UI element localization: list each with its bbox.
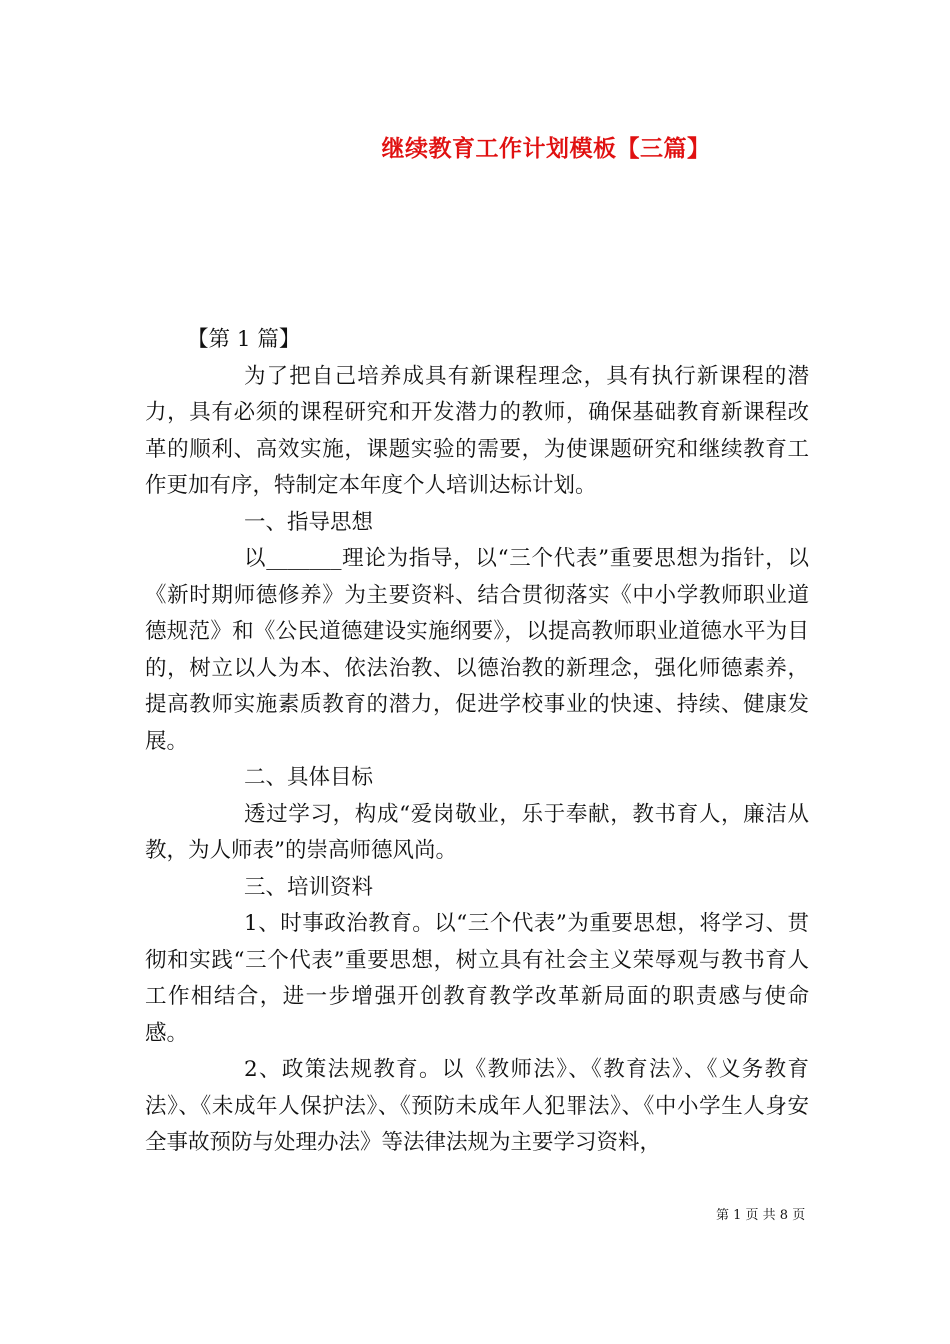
paragraph-guiding-ideology: 以_______理论为指导，以“三个代表”重要思想为指针，以《新时期师德修养》为主要资料、结合贯彻落实《中小学教师职业道德规范》和《公民道德建设实施纲要》，以提高教师职业道德水平为目的，树立以人为本、依法治教、以德治教的新理念，强化师德素养，提高教师实施素质教育的潜力，促进学校事业的快速、持续、健康发展。 <box>145 546 809 754</box>
document-title: 继续教育工作计划模板【三篇】 <box>381 135 711 162</box>
paragraph-specific-goals: 透过学习，构成“爱岗敬业，乐于奉献，教书育人，廉洁从教，为人师表”的崇高师德风尚。 <box>145 801 809 863</box>
heading-training-materials: 三、培训资料 <box>244 874 374 900</box>
paragraph-policy-law: 2、政策法规教育。以《教师法》、《教育法》、《义务教育法》、《未成年人保护法》、《预防未成年人犯罪法》、《中小学生人身安全事故预防与处理办法》等法律法规为主要学习资料， <box>145 1057 809 1155</box>
page-footer: 第 1 页 共 8 页 <box>716 1208 806 1223</box>
heading-guiding-ideology: 一、指导思想 <box>244 509 374 535</box>
intro-paragraph: 为了把自己培养成具有新课程理念，具有执行新课程的潜力，具有必须的课程研究和开发潜力的教师，确保基础教育新课程改革的顺利、高效实施，课题实验的需要，为使课题研究和继续教育工作更加有序，特制定本年度个人培训达标计划。 <box>145 363 809 498</box>
heading-specific-goals: 二、具体目标 <box>244 765 374 790</box>
document-body <box>145 322 809 1162</box>
section-label: 【第 1 篇】 <box>187 327 301 352</box>
paragraph-current-affairs: 1、时事政治教育。以“三个代表”为重要思想，将学习、贯彻和实践“三个代表”重要思想，树立具有社会主义荣辱观与教书育人工作相结合，进一步增强开创教育教学改革新局面的职责感与使命感。 <box>145 911 809 1046</box>
